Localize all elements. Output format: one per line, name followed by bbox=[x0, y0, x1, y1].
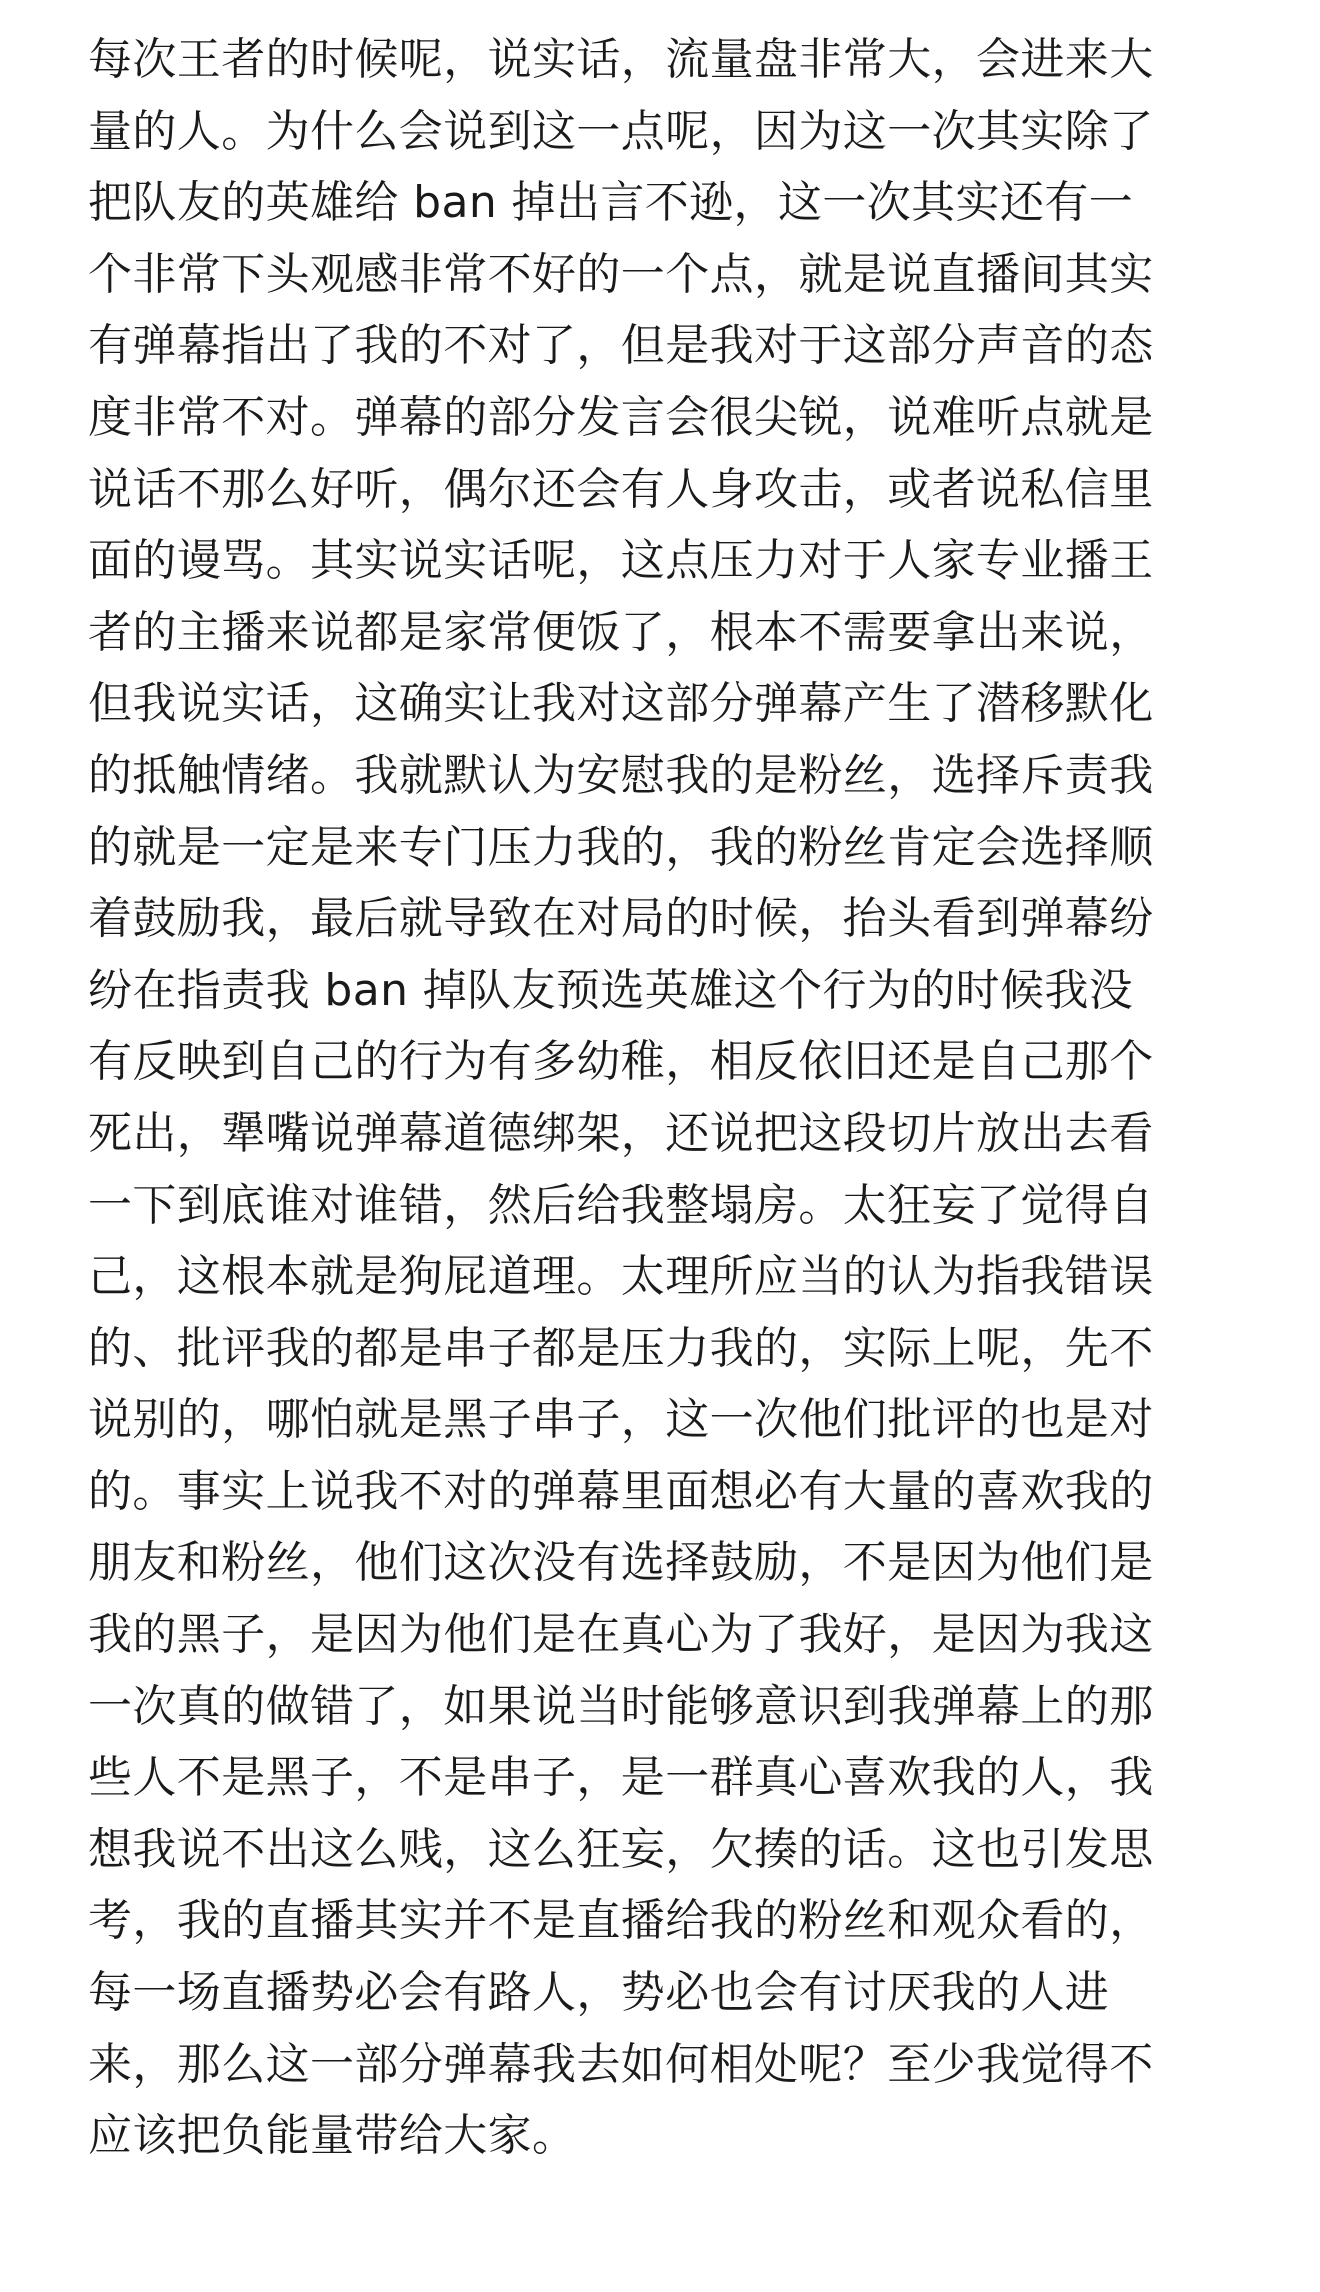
text-line: 的抵触情绪。我就默认为安慰我的是粉丝，选择斥责我 bbox=[88, 749, 1154, 801]
text-line: 但我说实话，这确实让我对这部分弹幕产生了潜移默化 bbox=[88, 678, 1154, 730]
text-line: 说话不那么好听，偶尔还会有人身攻击，或者说私信里 bbox=[88, 463, 1154, 515]
text-line: 的就是一定是来专门压力我的，我的粉丝肯定会选择顺 bbox=[88, 821, 1154, 873]
text-line: 朋友和粉丝，他们这次没有选择鼓励，不是因为他们是 bbox=[88, 1537, 1154, 1589]
text-line: 说别的，哪怕就是黑子串子，这一次他们批评的也是对 bbox=[88, 1394, 1154, 1446]
article-text bbox=[88, 24, 1248, 2172]
text-line: 者的主播来说都是家常便饭了，根本不需要拿出来说， bbox=[88, 606, 1154, 658]
text-line: 己，这根本就是狗屁道理。太理所应当的认为指我错误 bbox=[88, 1251, 1154, 1303]
text-line: 来，那么这一部分弹幕我去如何相处呢？至少我觉得不 bbox=[88, 2038, 1154, 2090]
text-line: 的、批评我的都是串子都是压力我的，实际上呢，先不 bbox=[88, 1322, 1154, 1374]
text-line: 个非常下头观感非常不好的一个点，就是说直播间其实 bbox=[88, 248, 1154, 300]
text-line: 纷在指责我 ban 掉队友预选英雄这个行为的时候我没 bbox=[88, 964, 1134, 1016]
text-line: 把队友的英雄给 ban 掉出言不逊，这一次其实还有一 bbox=[88, 177, 1134, 229]
text-line: 每次王者的时候呢，说实话，流量盘非常大，会进来大 bbox=[88, 34, 1154, 85]
text-line: 每一场直播势必会有路人，势必也会有讨厌我的人进 bbox=[88, 1967, 1110, 2019]
text-line: 应该把负能量带给大家。 bbox=[88, 2110, 577, 2162]
text-line: 有反映到自己的行为有多幼稚，相反依旧还是自己那个 bbox=[88, 1036, 1154, 1088]
text-line: 想我说不出这么贱，这么狂妄，欠揍的话。这也引发思 bbox=[88, 1823, 1154, 1875]
text-line: 一下到底谁对谁错，然后给我整塌房。太狂妄了觉得自 bbox=[88, 1179, 1154, 1231]
text-line: 些人不是黑子，不是串子，是一群真心喜欢我的人，我 bbox=[88, 1752, 1154, 1804]
text-line: 量的人。为什么会说到这一点呢，因为这一次其实除了 bbox=[88, 105, 1154, 157]
text-line: 考，我的直播其实并不是直播给我的粉丝和观众看的， bbox=[88, 1895, 1154, 1947]
text-line: 有弹幕指出了我的不对了，但是我对于这部分声音的态 bbox=[88, 320, 1154, 372]
text-line: 死出，犟嘴说弹幕道德绑架，还说把这段切片放出去看 bbox=[88, 1107, 1154, 1159]
text-line: 度非常不对。弹幕的部分发言会很尖锐，说难听点就是 bbox=[88, 391, 1154, 443]
text-line: 一次真的做错了，如果说当时能够意识到我弹幕上的那 bbox=[88, 1680, 1154, 1732]
text-line: 我的黑子，是因为他们是在真心为了我好，是因为我这 bbox=[88, 1609, 1154, 1661]
text-line: 着鼓励我，最后就导致在对局的时候，抬头看到弹幕纷 bbox=[88, 893, 1154, 945]
text-line: 面的谩骂。其实说实话呢，这点压力对于人家专业播王 bbox=[88, 535, 1154, 587]
text-line: 的。事实上说我不对的弹幕里面想必有大量的喜欢我的 bbox=[88, 1465, 1154, 1517]
